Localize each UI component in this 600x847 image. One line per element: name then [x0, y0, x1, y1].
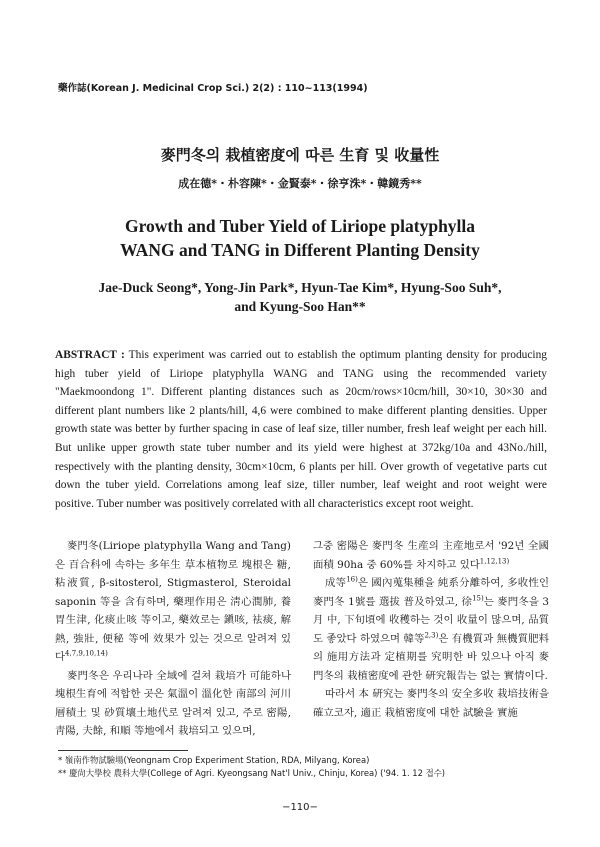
korean-authors: 成在德*・朴容陳*・金賢泰*・徐亨洙*・韓鏡秀** — [178, 177, 422, 190]
body-text: 成等 — [325, 577, 347, 589]
footnotes — [58, 754, 558, 780]
body-paragraph — [55, 667, 291, 741]
body-text: 은 有機質과 無機質肥料의 施用方法과 定植期를 究明한 바 있으나 아직 麥門冬의 栽植密度에 관한 硏究報告는 없는 實情이다. — [313, 632, 549, 682]
body-right-column — [313, 537, 549, 722]
english-title — [0, 214, 600, 262]
body-text: 그중 密陽은 麥門冬 生産의 主産地로서 '92년 全國面積 90ha 중 60%를 차지하고 있다 — [313, 540, 549, 571]
body-paragraph — [313, 574, 549, 685]
reference-marker: 4,7,9,10,14) — [65, 649, 108, 658]
english-title-line2: WANG and TANG in Different Planting Density — [120, 240, 480, 260]
body-text: 은 國內蒐集種을 純系分離하여, 多收性인 麥門冬 1號를 選拔 普及하였고, 徐 — [313, 577, 550, 608]
abstract-label: ABSTRACT : — [55, 349, 125, 361]
reference-marker: 1,12,13) — [479, 557, 510, 566]
page-number: −110− — [282, 802, 318, 813]
body-paragraph — [55, 537, 291, 667]
body-paragraph — [313, 685, 549, 722]
body-text: 麥門冬은 우리나라 全域에 걸쳐 栽培가 可能하나 塊根生育에 적합한 곳은 氣溫이 溫化한 南部의 河川層積土 및 砂質壤土地代로 알려져 있고, 주로 密陽, 靑陽, 夫餘, 和順 等地에서 栽培되고 있으며, — [55, 669, 291, 737]
body-text: 는 麥門冬을 3月 中, 下旬頃에 收穫하는 것이 收量이 많으며, 品質도 좋았다 하였으며 韓等 — [313, 595, 549, 645]
reference-marker: 15) — [472, 594, 484, 603]
abstract — [55, 346, 547, 513]
journal-citation: 藥作誌(Korean J. Medicinal Crop Sci.) 2(2) : 110~113(1994) — [58, 83, 368, 94]
footnote-affiliation-2: ** 慶尙大學校 農科大學(College of Agri. Kyeongsang Nat'l Univ., Chinju, Korea) ('94. 1. 12 접수) — [58, 768, 446, 778]
body-text: 따라서 本 硏究는 麥門冬의 安全多收 栽培技術을 確立코자, 適正 栽植密度에 대한 試驗을 實施 — [313, 688, 549, 719]
english-title-line1: Growth and Tuber Yield of Liriope platyphylla — [124, 216, 476, 236]
body-left-column — [55, 537, 291, 741]
footnote-divider — [58, 750, 188, 751]
korean-title: 麥門冬의 栽植密度에 따른 生育 및 收量性 — [160, 146, 440, 164]
english-authors-line1: Jae-Duck Seong*, Yong-Jin Park*, Hyun-Tae Kim*, Hyung-Soo Suh*, — [98, 280, 502, 295]
english-authors-line2: and Kyung-Soo Han** — [234, 299, 366, 314]
reference-marker: 16) — [346, 575, 358, 584]
reference-marker: 2,3) — [424, 631, 439, 640]
body-paragraph — [313, 537, 549, 574]
abstract-text: This experiment was carried out to establish the optimum planting density for producing high tuber yield of Liriope platyphylla WANG and TANG using the recommended variety "Maekmoondong 1". Different planting distances such as 20cm/rows×10cm/hill, 30×10, 30×30 and different plant numbers like 2 plants/hill, 4,6 were combined to make different planting densities. Upper growth state was better by further spacing in case of leaf size, tiller number, fresh leaf weight per each hill. But unlike upper growth state tuber number and its yield were highest at 372kg/10a and 43No./hill, respectively with the planting density, 30cm×10cm, 6 plants per hill. Over growth of vegetative parts cut down the tuber yield. Correlations among leaf size, tiller number, leaf weight and root weight were positive. Tuber number was positively correlated with all characteristics except root weight. — [55, 349, 547, 510]
body-text: 麥門冬(Liriope platyphylla Wang and Tang)은 百合科에 속하는 多年生 草本植物로 塊根은 糖, 粘液質, β-sitosterol, Stigmasterol, Steroidal saponin 等을 含有하며, 藥理作用은 淸心潤肺, 養胃生津, 化痰止咳 等이고, 藥效로는 鎭咳, 袪痰, 解熱, 強壯, 便秘 等에 效果가 있는 것으로 알려져 있다 — [55, 540, 291, 663]
footnote-affiliation-1: * 嶺南作物試驗場(Yeongnam Crop Experiment Station, RDA, Milyang, Korea) — [58, 755, 370, 765]
english-authors — [0, 278, 600, 316]
